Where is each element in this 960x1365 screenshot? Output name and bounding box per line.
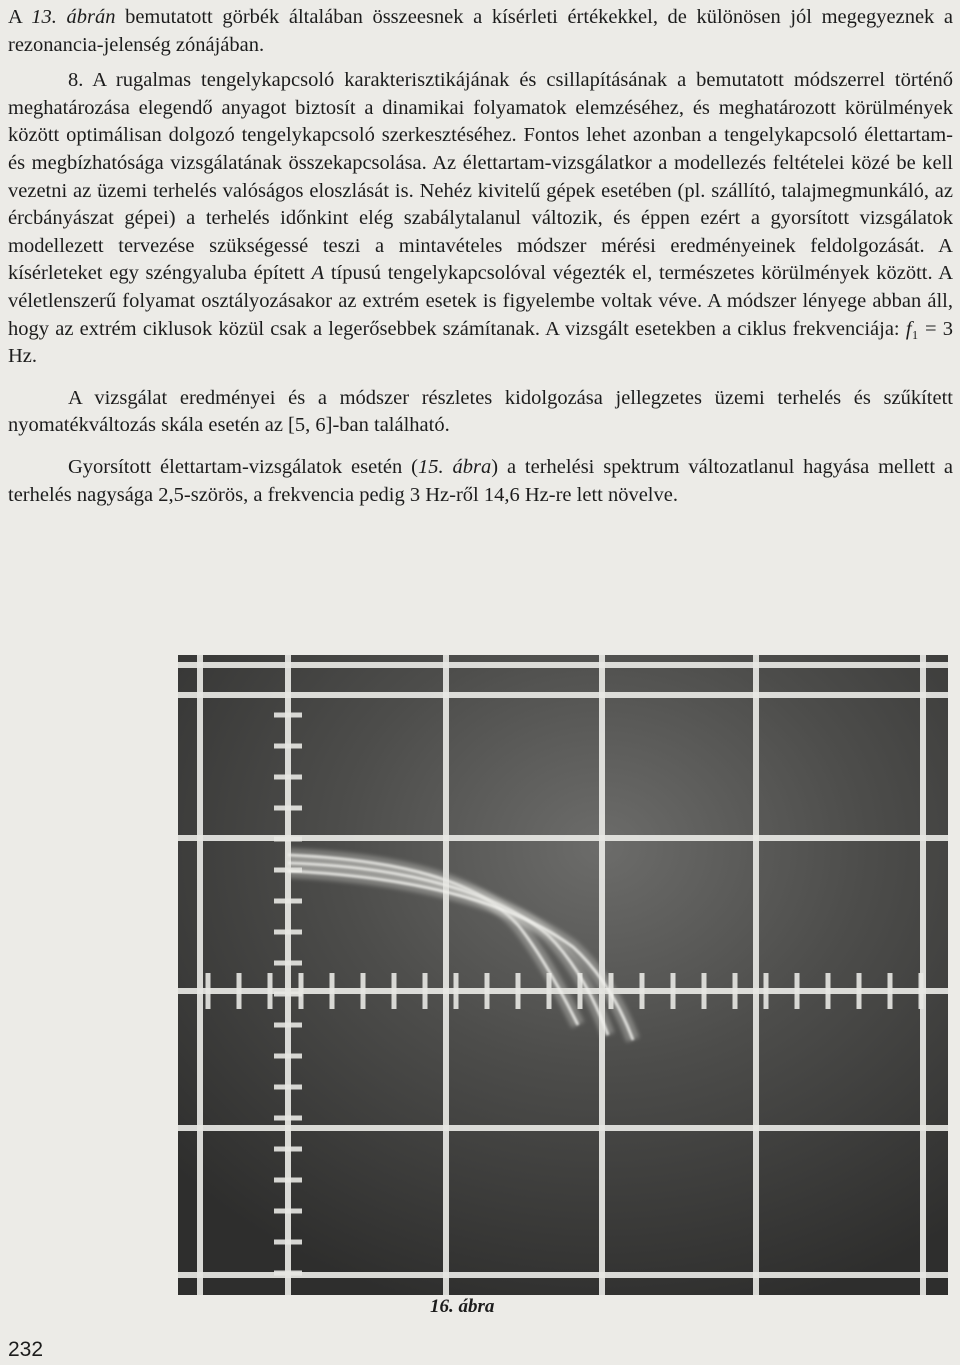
- paragraph-2: [8, 67, 953, 371]
- oscilloscope-graticule: [178, 655, 948, 1295]
- text-segment: típusú tengelykapcsolóval végezték el, természetes körülmények között. A véletlenszerű folyamat osztályozásakor az extrém esetek is figyelembe voltak véve. A módszer lényege abban áll, hogy az extrém ciklusok közül csak a legerősebbek számítanak. A vizsgált esetekben a ciklus frekvenciája:: [8, 262, 953, 340]
- body-text: [8, 4, 953, 509]
- text-segment: A: [8, 6, 32, 28]
- text-segment: 15. ábra: [417, 455, 492, 478]
- screen-background: [178, 655, 948, 1295]
- text-segment: A vizsgálat eredményei és a módszer részletes kidolgozása jellegzetes üzemi terhelés és szűkített nyomatékváltozás skála esetén az [5, 6]-ban található.: [8, 386, 953, 437]
- text-segment: 8. A rugalmas tengelykapcsoló karakterisztikájának és csillapításának a bemutatott módszerrel történő meghatározása elegendő anyagot biztosít a dinamikai folyamatok elemzéséhez, és meghatározott körülmények között optimálisan dolgozó tengelykapcsoló szerkesztéséhez. Fontos lehet azonban a tengelykapcsoló élettartam- és megbízhatósága vizsgálatának összekapcsolása. Az élettartam-vizsgálatkor a modellezés feltételei közé be kell vezetni az üzemi terhelés valóságos eloszlását is. Nehéz kivitelű gépek esetében (pl. szállító, talajmegmunkáló, az ércbányászat gépei) a terhelés időnkint elég szabálytalanul változik, és éppen ezért a gyorsított vizsgálatok modellezett tervezése szükségessé teszi a mintavételes módszer mérési eredményeinek feldolgozását. A kísérleteket egy széngyaluba épített: [8, 69, 953, 285]
- text-segment: A: [311, 262, 325, 285]
- oscilloscope-photo: [178, 655, 948, 1295]
- text-segment: ) a terhelési spektrum változatlanul hagyása mellett a terhelés nagysága 2,5-szörös, a frekvencia pedig 3 Hz-ről 14,6 Hz-re lett növelve.: [8, 455, 953, 506]
- text-segment: 13. ábrán: [31, 6, 116, 28]
- text-segment: f: [905, 317, 912, 340]
- paragraph-1: [8, 4, 953, 59]
- paragraph-3: [8, 385, 953, 440]
- page-number: 232: [8, 1338, 44, 1361]
- text-segment: ₁ = 3 Hz.: [8, 317, 953, 368]
- figure-caption: 16. ábra: [430, 1296, 495, 1317]
- text-segment: Gyorsított élettartam-vizsgálatok esetén (: [68, 455, 418, 478]
- text-segment: bemutatott görbék általában összeesnek a kísérleti értékekkel, de különösen jól megegyeznek a rezonancia-jelenség zónájában.: [8, 6, 953, 56]
- paragraph-4: [8, 454, 953, 509]
